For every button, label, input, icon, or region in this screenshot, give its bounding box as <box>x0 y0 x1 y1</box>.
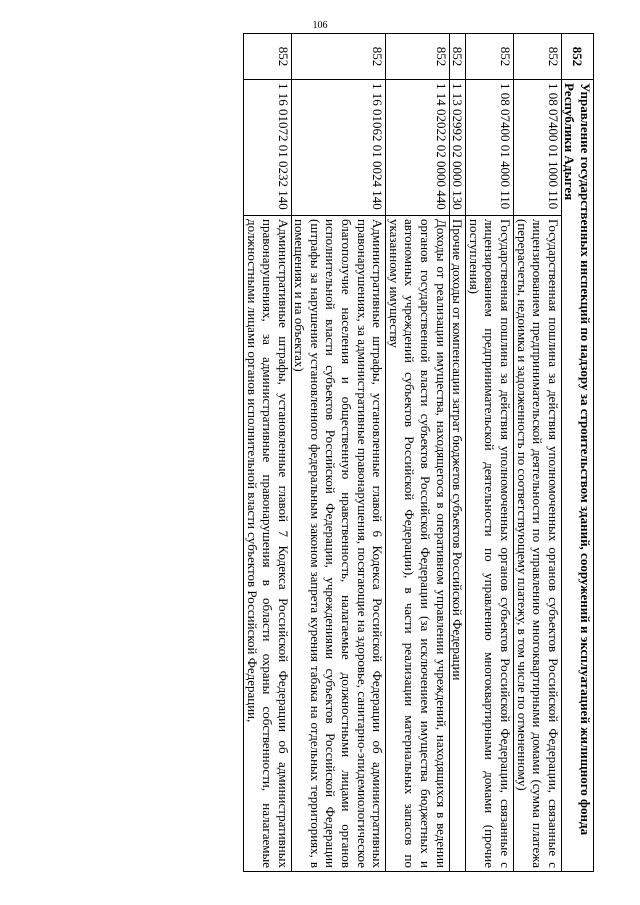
admin-code-cell: 852 <box>243 34 291 80</box>
revenue-codes-table <box>243 33 594 872</box>
table-row <box>466 34 514 872</box>
income-name-cell: Доходы от реализации имущества, находящегося в оперативном управлении учреждений, находящихся в ведении органов государственной власти субъектов Российской Федерации (за исключением имущества бюджетных и автономных учреждений субъектов Российской Федерации), в части реализации материальных запасов по указанному имуществу <box>386 216 449 872</box>
budget-code-cell: 1 08 07400 01 1000 110 <box>514 80 562 216</box>
table-row <box>243 34 291 872</box>
header-agency-title: Управление государственных инспекций по надзору за строительством зданий, сооружений и эксплуатацией жилищного фонда Республики Адыгея <box>561 80 593 872</box>
table-row <box>386 34 449 872</box>
income-name-cell: Административные штрафы, установленные главой 6 Кодекса Российской Федерации об административных правонарушениях, за административные правонарушения, посягающие на здоровье, санитарно-эпидемиологическое благополучие населения и общественную нравственность, налагаемые должностными лицами органов исполнительной власти субъектов Российской Федерации, учреждениями субъектов Российской Федерации (штрафы за нарушение установленного федеральным законом запрета курения табака на отдельных территориях, в помещениях и на объектах) <box>291 216 386 872</box>
income-name-cell: Государственная пошлина за действия уполномоченных органов субъектов Российской Федерации, связанные с лицензированием предпринимательской деятельности по управлению многоквартирными домами (прочие поступления) <box>466 216 514 872</box>
income-name-cell: Административные штрафы, установленные главой 7 Кодекса Российской Федерации об административных правонарушениях, за административные правонарушения в области охраны собственности, налагаемые должностными лицами органов исполнительной власти субъектов Российской Федерации, <box>243 216 291 872</box>
budget-code-cell: 1 14 02022 02 0000 440 <box>386 80 449 216</box>
rotated-page-content <box>56 33 594 871</box>
admin-code-cell: 852 <box>291 34 386 80</box>
header-admin-code: 852 <box>561 34 593 80</box>
budget-code-cell: 1 16 01072 01 0232 140 <box>243 80 291 216</box>
budget-code-cell: 1 16 01062 01 0024 140 <box>291 80 386 216</box>
table-row <box>291 34 386 872</box>
budget-code-cell: 1 08 07400 01 4000 110 <box>466 80 514 216</box>
admin-code-cell: 852 <box>466 34 514 80</box>
income-name-cell: Прочие доходы от компенсации затрат бюджетов субъектов Российской Федерации <box>449 216 466 872</box>
admin-code-cell: 852 <box>514 34 562 80</box>
page-number: 106 <box>312 20 328 31</box>
table-row <box>514 34 562 872</box>
table-row <box>449 34 466 872</box>
table-header-row <box>561 34 593 872</box>
budget-code-cell: 1 13 02992 02 0000 130 <box>449 80 466 216</box>
income-name-cell: Государственная пошлина за действия уполномоченных органов субъектов Российской Федерации, связанные с лицензированием предпринимательской деятельности по управлению многоквартирными домами (сумма платежа (перерасчеты, недоимка и задолженность по соответствующему платежу, в том числе по отмененному) <box>514 216 562 872</box>
admin-code-cell: 852 <box>386 34 449 80</box>
admin-code-cell: 852 <box>449 34 466 80</box>
